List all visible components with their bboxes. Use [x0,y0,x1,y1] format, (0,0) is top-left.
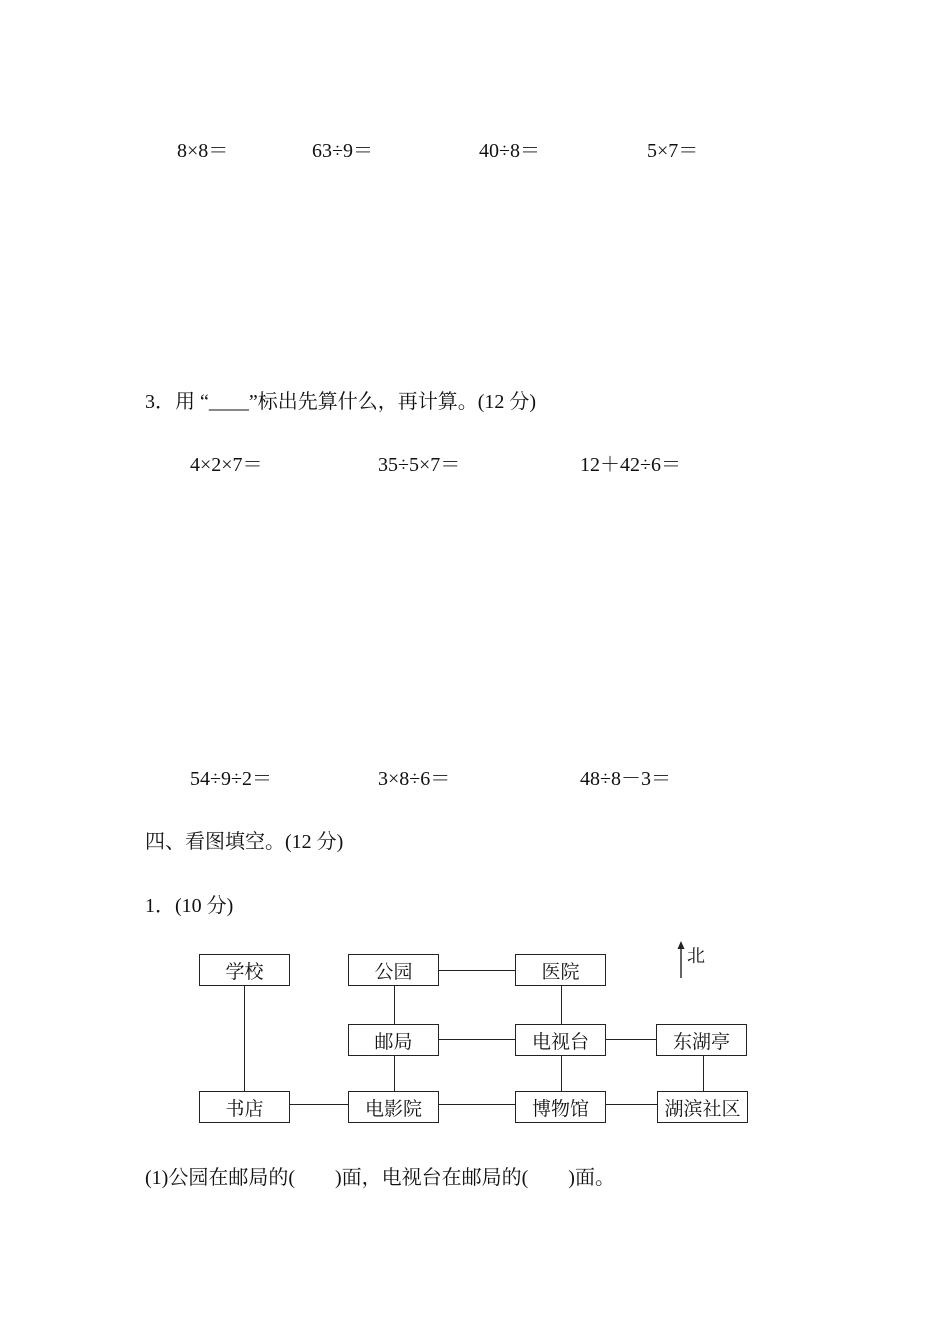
line-post-cinema [394,1056,395,1091]
section4-q1-title: 1．(10 分) [145,895,234,917]
line-museum-community [605,1104,657,1105]
map-box-post-office: 邮局 [348,1024,439,1056]
q3-problem-a3: 12＋42÷6＝ [580,454,681,476]
line-cinema-museum [439,1104,515,1105]
map-box-park: 公园 [348,954,439,986]
line-hospital-tv [561,986,562,1024]
line-tv-pavilion [605,1039,656,1040]
problem-5x7: 5×7＝ [647,140,699,162]
problem-63div9: 63÷9＝ [312,140,373,162]
line-post-tv [439,1039,515,1040]
line-park-post [394,986,395,1024]
q3-problem-b3: 48÷8－3＝ [580,768,671,790]
line-bookstore-cinema [289,1104,349,1105]
map-box-museum: 博物馆 [515,1091,606,1123]
north-arrow-icon [674,941,688,979]
map-box-east-lake-pavilion: 东湖亭 [656,1024,747,1056]
line-school-bookstore [244,986,245,1091]
map-box-hospital: 医院 [515,954,606,986]
q3-problem-a2: 35÷5×7＝ [378,454,461,476]
map-box-school: 学校 [199,954,290,986]
line-pavilion-community [703,1056,704,1091]
line-park-hospital [439,970,515,971]
problem-40div8: 40÷8＝ [479,140,540,162]
map-box-bookstore: 书店 [199,1091,290,1123]
section4-title: 四、看图填空。(12 分) [145,831,344,853]
map-box-cinema: 电影院 [348,1091,439,1123]
map-box-tv-station: 电视台 [515,1024,606,1056]
q3-title: 3．用 “____”标出先算什么，再计算。(12 分) [145,391,537,413]
north-label: 北 [687,946,705,966]
map-box-lakeside-community: 湖滨社区 [657,1091,748,1123]
line-tv-museum [561,1056,562,1091]
q3-problem-b2: 3×8÷6＝ [378,768,451,790]
sub-question-1: (1)公园在邮局的( )面，电视台在邮局的( )面。 [145,1167,615,1189]
q3-problem-b1: 54÷9÷2＝ [190,768,272,790]
problem-8x8: 8×8＝ [177,140,229,162]
q3-problem-a1: 4×2×7＝ [190,454,263,476]
